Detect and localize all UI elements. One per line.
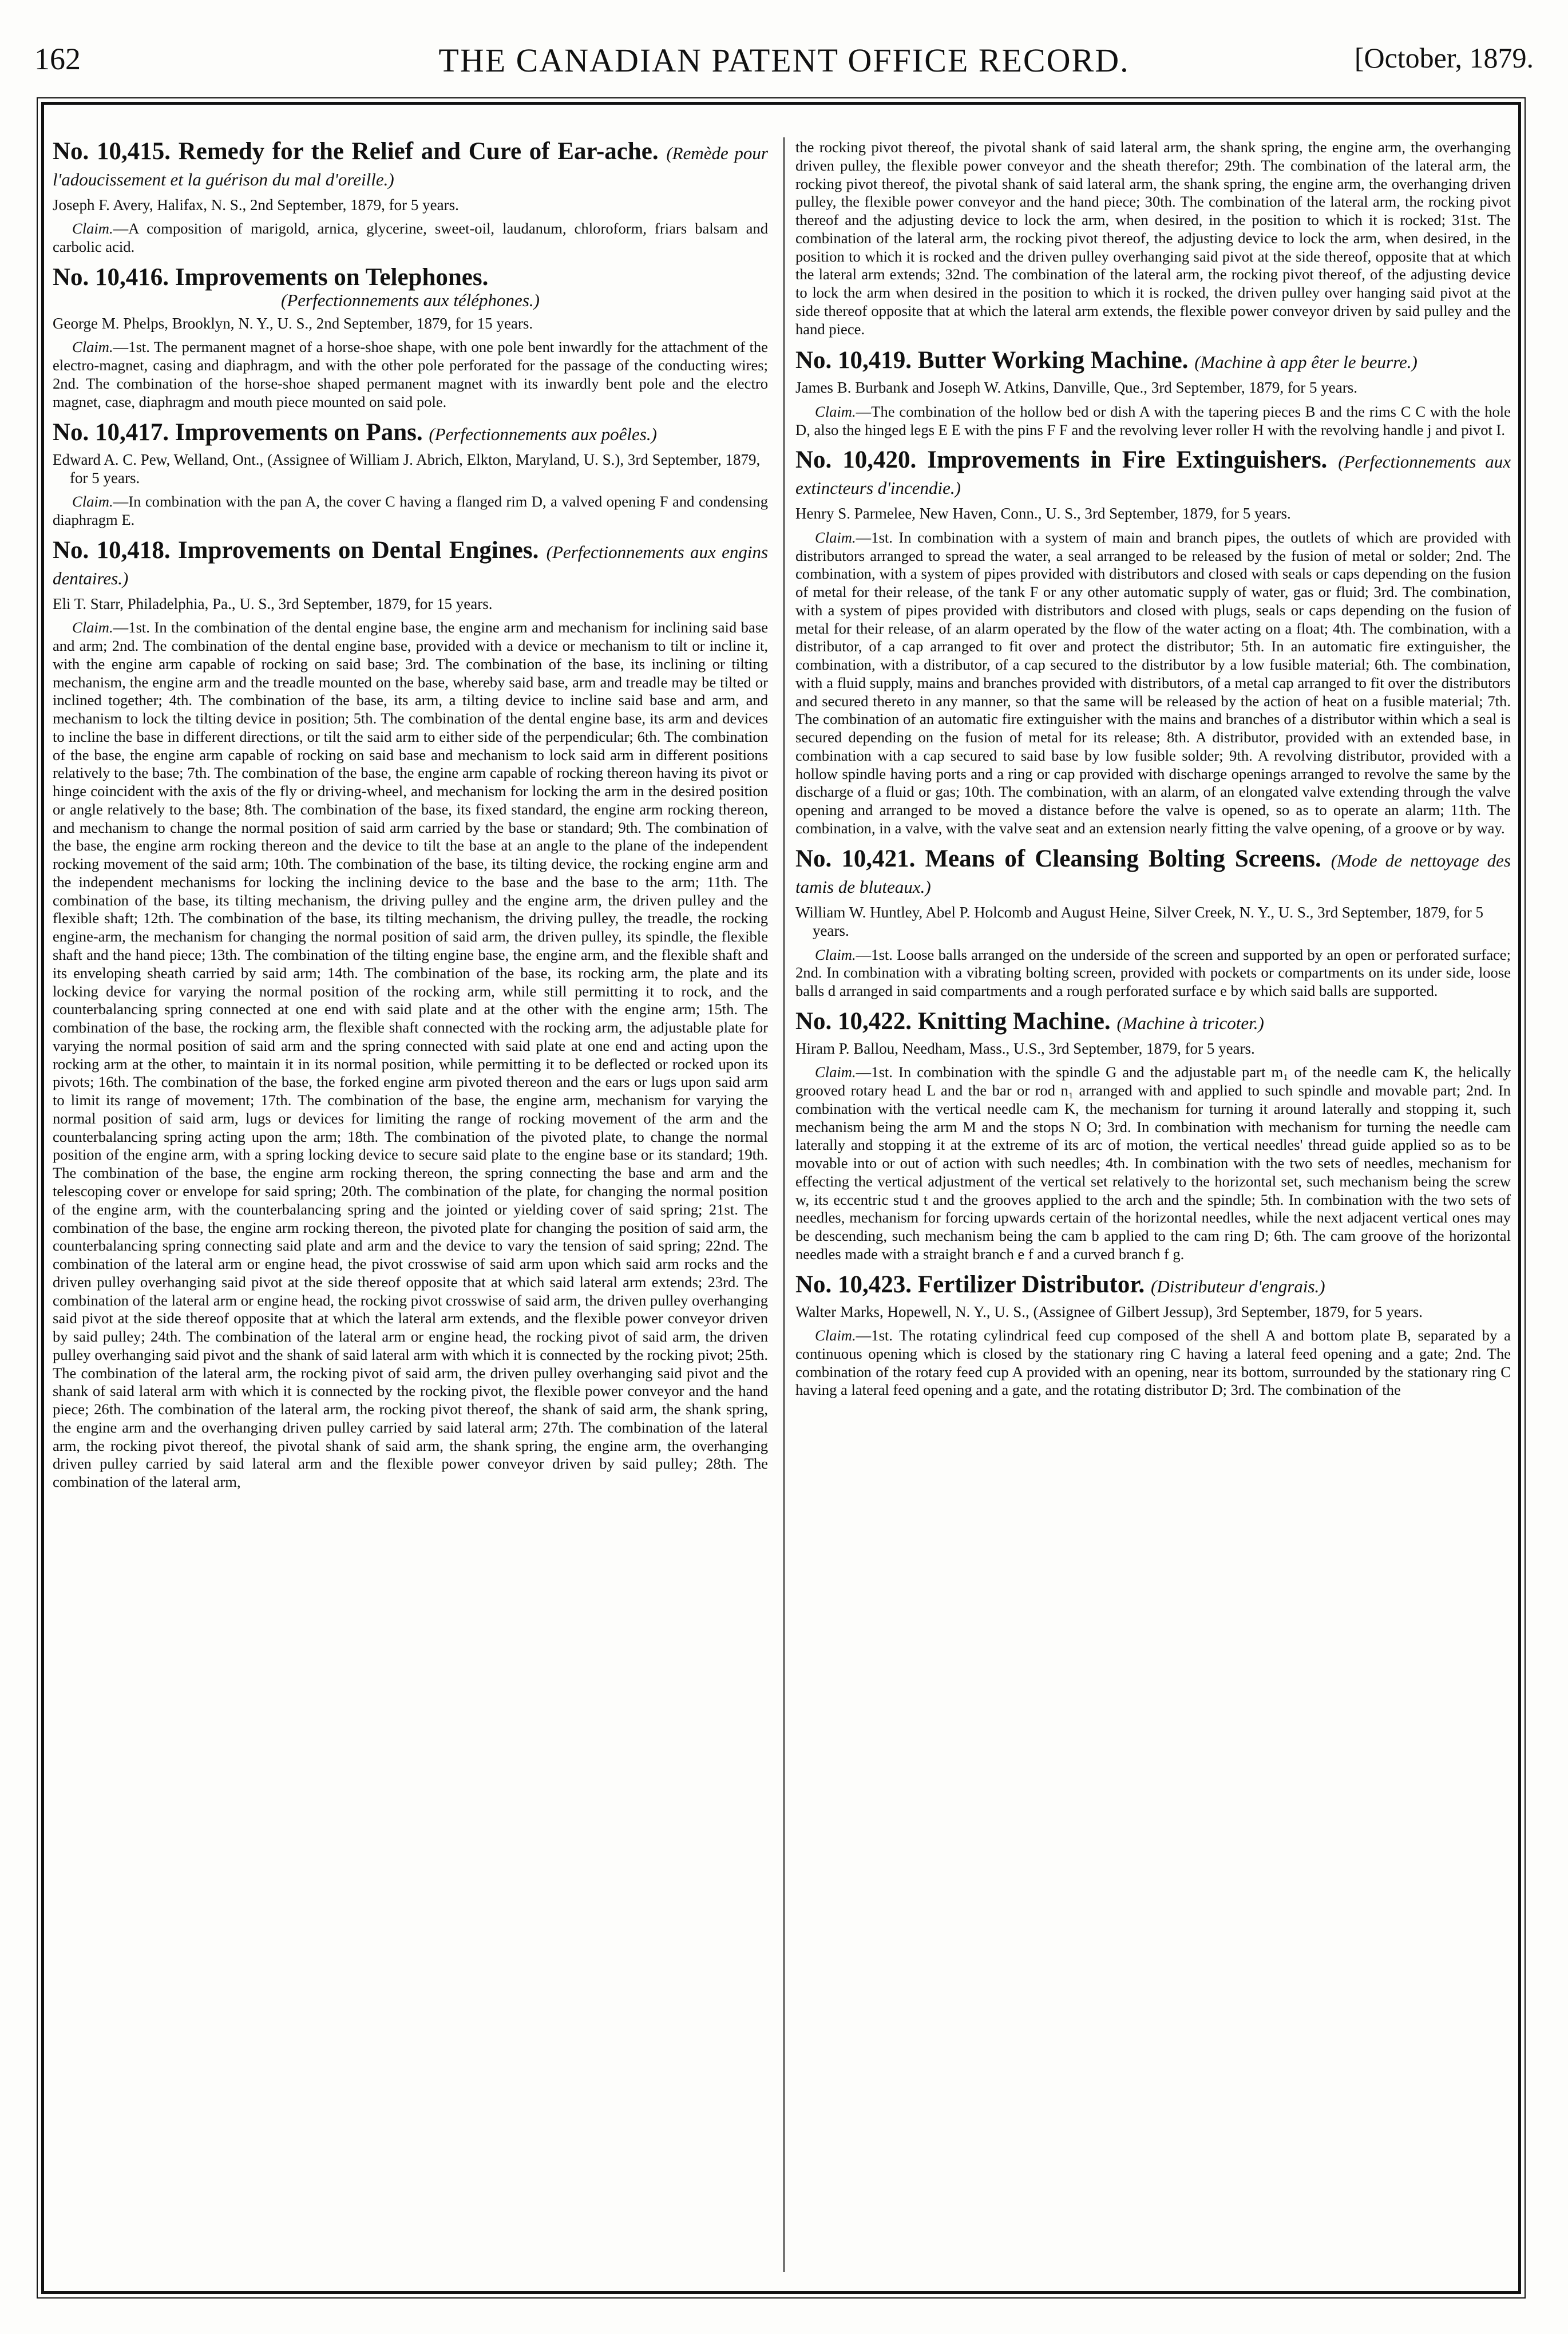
claim-text: —The combination of the hollow bed or dish A with the tapering pieces B and the rims C C with the hole D, also the hinged legs E E with the pins F F and the revolving lever roller H with the revolving handle j and pivot I.	[795, 402, 1511, 438]
patent-entry	[53, 420, 768, 529]
patent-french-title: (Distributeur d'engrais.)	[1151, 1276, 1325, 1296]
claim-label: Claim.	[815, 1063, 856, 1081]
patent-heading	[795, 1008, 1511, 1035]
claim-text: —A composition of marigold, arnica, glycerine, sweet-oil, laudanum, chloroform, friars balsam and carbolic acid.	[53, 220, 768, 256]
patent-heading	[795, 846, 1511, 899]
patent-heading	[53, 139, 768, 191]
patent-french-title: (Mode de nettoyage des tamis de bluteaux.)	[795, 850, 1511, 897]
patent-claim	[53, 493, 768, 529]
patent-heading	[795, 447, 1511, 500]
patent-entry	[53, 139, 768, 256]
patent-entry	[53, 537, 768, 1492]
patent-title: Remedy for the Relief and Cure of Ear-ache.	[178, 139, 659, 165]
patent-claim	[795, 529, 1511, 838]
patent-inventor: Eli T. Starr, Philadelphia, Pa., U. S., 3rd September, 1879, for 15 years.	[53, 595, 493, 612]
patent-title: Improvements on Telephones.	[175, 263, 489, 291]
patent-french-title: (Machine à tricoter.)	[1116, 1012, 1264, 1033]
issue-date: [October, 1879.	[1354, 42, 1534, 74]
patent-entry	[795, 846, 1511, 1000]
patent-heading	[795, 347, 1511, 374]
patent-title: Butter Working Machine.	[917, 347, 1189, 374]
patent-entry	[795, 1272, 1511, 1399]
patent-french-title: (Perfectionnements aux engins dentaires.)	[53, 541, 768, 588]
claim-text: —1st. In combination with the spindle G and the adjustable part m₁ of the needle cam K, the helically grooved rotary head L and the bar or rod n₁ arranged with and applied to such spindle and movable part; 2nd. In combination with the vertical needle cam K, the mechanism for turning it around laterally and stopping it, such mechanism being the arm M and the stops N O; 3rd. In combination with mechanism for turning the needle cam laterally and stopping it at the extreme of its arc of motion, the vertical needles' thread guide applied so as to be movable into or out of action with such needles; 4th. In combination with the two sets of needles, mechanism for effecting the vertical adjustment of the vertical set relatively to the horizontal set, such mechanism being the screw w, its eccentric stud t and the grooves applied to the arch and the spindle; 5th. In combination with the two sets of needles, mechanism for forcing upwards certain of the horizontal needles, while the next adjacent vertical ones may be descending, such mechanism being the cam b applied to the cam ring D; 6th. The cam groove of the horizontal needles made with a straight branch e f and a curved branch f g.	[795, 1063, 1511, 1263]
claim-label: Claim.	[72, 619, 113, 636]
patent-heading	[795, 1272, 1511, 1298]
patent-claim	[53, 338, 768, 411]
patent-title: Improvements in Fire Extinguishers.	[927, 446, 1328, 474]
claim-text: —1st. In the combination of the dental engine base, the engine arm and mechanism for inclining said base and arm; 2nd. The combination of the dental engine base, provided with a device or mechanism to tilt or incline it, with the engine arm capable of rocking on said base; 3rd. The combination of the base, its inclining or tilting mechanism, the engine arm and the treadle mounted on the base, whereby said base, arm and treadle may be tilted or inclined together; 4th. The combination of the base, its arm, a tilting device to incline said base and arm, and mechanism to lock the tilting device in position; 5th. The combination of the dental engine base, its arm and devices to incline the base in different directions, or tilt the said arm to either side of the perpendicular; 6th. The combination of the base, the engine arm capable of rocking on said base and mechanism to lock said arm in different positions relatively to the base; 7th. The combination of the base, the engine arm capable of rocking thereon having its pivot or hinge coincident with the axis of the fly or driving-wheel, and mechanism for locking the arm in the desired position or angle relatively to the base; 8th. The combination of the base, its fixed standard, the engine arm rocking thereon, and mechanism to change the normal position of said arm carried by the base or standard; 9th. The combination of the base, the engine arm rocking thereon and the device to tilt the base at an angle to the plane of the independent rocking movement of the said arm; 10th. The combination of the base, its tilting device, the rocking engine arm and the independent mechanisms for locking the inclining device to the base and the base to the arm; 11th. The combination of the base, its tilting mechanism, the driving pulley and the engine arm, the driven pulley and the flexible shaft; 12th. The combination of the base, its tilting mechanism, the driving pulley, the treadle, the rocking engine-arm, the mechanism for changing the normal position of said arm, the driven pulley, its spindle, the flexible shaft and the hand piece; 13th. The combination of the tilting engine base, the engine arm, and the flexible shaft and its enveloping sheath carried by said arm; 14th. The combination of the base, its rocking arm, the plate and its locking device for varying the normal position of the rocking arm, while still permitting it to rock, and the counterbalancing spring connected at one end with said plate and at the other with the engine arm; 15th. The combination of the base, the rocking arm, the flexible shaft connected with the rocking arm, the adjustable plate for varying the normal position of said arm and the spring connected with said plate at one end and acting upon the rocking arm at the other, to maintain it in its normal position, while permitting it to be deflected or rocked upon its pivots; 16th. The combination of the base, the forked engine arm pivoted thereon and the ears or lugs upon said arm to limit its range of movement; 17th. The combination of the base, the engine arm, mechanism for varying the normal position of said arm, lugs or devices for limiting the range of rocking movement of the arm and the counterbalancing spring acting upon the arm; 18th. The combination of the pivoted plate, to change the normal position of the engine arm, with a spring locking device to secure said plate to the engine base or its standard; 19th. The combination of the base, the engine arm rocking thereon, the spring connecting the base and arm and the telescoping cover or envelope for said spring; 20th. The combination of the plate, for changing the normal position of the engine arm, with the counterbalancing spring and the jointed or yielding cover of said spring; 21st. The combination of the base, the engine arm rocking thereon, the pivoted plate for changing the position of said arm, the counterbalancing spring connecting said plate and arm and the device to vary the tension of said spring; 22nd. The combination of the lateral arm or engine head, the pivot crosswise of said arm upon which said arm rocks and the driven pulley overhanging said pivot at the side thereof opposite that at which said lateral arm extends; 23rd. The combination of the lateral arm or engine head, the rocking pivot crosswise of said arm, the driven pulley overhanging said pivot at the side thereof opposite that at which the lateral arm extends, and the flexible power conveyor driven by said pulley; 24th. The combination of the lateral arm or engine head, the rocking pivot of said arm, the driven pulley overhanging said pivot and the shank of said lateral arm with which it is connected by the rocking pivot; 25th. The combination of the lateral arm, the rocking pivot of said arm, the driven pulley overhanging said pivot and the shank of said lateral arm with which it is connected by the rocking pivot, the flexible power conveyor and the hand piece; 26th. The combination of the lateral arm, the rocking pivot thereof, the shank of said arm, the shank spring, the engine arm and the overhanging driven pulley carried by said lateral arm; 27th. The combination of the lateral arm, the rocking pivot thereof, the pivotal shank of said arm, the shank spring, the engine arm, the overhanging driven pulley carried by said lateral arm and the flexible power conveyor driven by said pulley; 28th. The combination of the lateral arm,	[53, 619, 768, 1491]
patent-heading	[53, 537, 768, 590]
claim-label: Claim.	[72, 338, 113, 356]
running-head	[34, 33, 1534, 85]
patent-title: Improvements on Pans.	[175, 418, 423, 446]
patent-title: Fertilizer Distributor.	[917, 1271, 1145, 1298]
patent-inventor: Edward A. C. Pew, Welland, Ont., (Assignee of William J. Abrich, Elkton, Maryland, U. S.), 3rd September, 1879, for 5 years.	[53, 450, 761, 486]
patent-french-title: (Perfectionnements aux extincteurs d'incendie.)	[795, 452, 1511, 499]
claim-label: Claim.	[72, 493, 113, 511]
claim-label: Claim.	[72, 220, 113, 238]
patent-entry	[53, 264, 768, 412]
patent-number: No. 10,417.	[53, 418, 169, 446]
patent-claim	[795, 1063, 1511, 1263]
patent-claim	[53, 220, 768, 256]
patent-inventor: William W. Huntley, Abel P. Holcomb and August Heine, Silver Creek, N. Y., U. S., 3rd September, 1879, for 5 years.	[795, 903, 1483, 940]
patent-entry	[795, 1008, 1511, 1264]
claim-label: Claim.	[815, 528, 856, 546]
patent-french-title: (Machine à app êter le beurre.)	[1194, 352, 1417, 373]
patent-number: No. 10,421.	[795, 845, 916, 872]
patent-number: No. 10,419.	[795, 347, 912, 374]
claim-text: —1st. In combination with a system of main and branch pipes, the outlets of which are provided with distributors arranged to spread the water, a seal arranged to be released by the fusion of metal or solder; 2nd. The combination, with a system of pipes provided with distributors and closed with seals or caps depending on the fusion of metal for their release, of the tank F or any other automatic supply of water, gas or fluid; 3rd. The combination, with a system of pipes provided with distributors and closed with plugs, seals or caps depending on the fusion of metal for their release, of an alarm operated by the flow of the water acting on a float; 4th. The combination, with a distributor, of a cap arranged to fit over and protect the distributor; 5th. In an automatic fire extinguisher, the combination, with a distributor, of a cap secured to the distributor by a low fusible material; 6th. The combination, with a fluid supply, mains and branches provided with distributors, of a metal cap arranged to fit over the distributors and secured thereto in any manner, so that the same will be released by the action of heat on a fusible material; 7th. The combination of an automatic fire extinguisher with the mains and branches of a distributor within which a seal is secured depending on the fusion of metal for its release; 8th. A distributor, provided with an extended base, in combination with a cap secured to said base by low fusible solder; 9th. A revolving distributor, provided with a hollow spindle having ports and a ring or cap provided with discharge openings arranged to revolve the same by the discharge of a fluid or gas; 10th. The combination, with an alarm, of an elongated valve extending through the valve opening and arranged to be moved a distance before the valve is opened, so as to operate an alarm; 11th. The combination, in a valve, with the valve seat and an extension nearly fitting the valve opening, of a groove or by way.	[795, 528, 1511, 837]
claim-text: —In combination with the pan A, the cover C having a flanged rim D, a valved opening F and condensing diaphragm E.	[53, 493, 768, 529]
patent-title: Improvements on Dental Engines.	[177, 536, 539, 564]
patent-inventor: Hiram P. Ballou, Needham, Mass., U.S., 3rd September, 1879, for 5 years.	[795, 1039, 1255, 1057]
patent-inventor: George M. Phelps, Brooklyn, N. Y., U. S., 2nd September, 1879, for 15 years.	[53, 315, 533, 333]
patent-inventor: James B. Burbank and Joseph W. Atkins, Danville, Que., 3rd September, 1879, for 5 years.	[795, 379, 1358, 397]
patent-title: Means of Cleansing Bolting Screens.	[925, 845, 1321, 872]
patent-number: No. 10,420.	[795, 446, 917, 474]
claim-label: Claim.	[815, 946, 856, 963]
claim-text: —1st. The permanent magnet of a horse-shoe shape, with one pole bent inwardly for the attachment of the electro-magnet, casing and diaphragm, and with the other pole perforated for the passage of the conducting wires; 2nd. The combination of the horse-shoe shaped permanent magnet with its inwardly bent pole and the electro magnet, case, diaphragm and mouth piece mounted on said pole.	[53, 338, 768, 410]
patent-claim	[795, 403, 1511, 440]
patent-heading	[53, 264, 768, 310]
column-rule	[783, 137, 785, 2272]
patent-inventor: Henry S. Parmelee, New Haven, Conn., U. S., 3rd September, 1879, for 5 years.	[795, 505, 1291, 523]
patent-entry	[795, 447, 1511, 837]
patent-number: No. 10,416.	[53, 263, 169, 291]
claim-continuation: the rocking pivot thereof, the pivotal shank of said lateral arm, the shank spring, the engine arm, the overhanging driven pulley, the flexible power conveyor and the sheath therefor; 29th. The combination of the lateral arm, the rocking pivot thereof, the pivotal shank of said lateral arm, the shank spring, the engine arm, the overhanging driven pulley, the flexible power conveyor and the hand piece; 30th. The combination of the lateral arm, the rocking pivot thereof and the adjusting device to lock the arm, when desired, in the position to which it is rocked; 31st. The combination of the lateral arm, the rocking pivot thereof, the adjusting device to lock the arm, when desired, in the position to which it is rocked and the driven pulley overhanging said pivot at the side thereof, opposite that at which the lateral arm extends; 32nd. The combination of the lateral arm, the rocking pivot thereof, of the adjusting device to lock the arm when desired in the position to which it is rocked, the driven pulley over hanging said pivot at the side thereof opposite that at which the lateral arm extends, the flexible power conveyor driven by said pulley and the hand piece.	[795, 139, 1511, 338]
patent-number: No. 10,418.	[53, 536, 171, 564]
publication-title: THE CANADIAN PATENT OFFICE RECORD.	[438, 42, 1130, 79]
right-column	[795, 139, 1511, 2268]
patent-number: No. 10,422.	[795, 1007, 912, 1035]
patent-number: No. 10,423.	[795, 1271, 912, 1298]
patent-claim	[53, 619, 768, 1492]
patent-claim	[795, 1327, 1511, 1399]
patent-french-title: (Perfectionnements aux poêles.)	[429, 424, 657, 444]
left-column	[53, 139, 768, 2268]
patent-inventor: Joseph F. Avery, Halifax, N. S., 2nd September, 1879, for 5 years.	[53, 196, 459, 213]
patent-french-title: (Remède pour l'adoucissement et la guérison du mal d'oreille.)	[53, 143, 768, 189]
claim-text: —1st. Loose balls arranged on the underside of the screen and supported by an open or perforated surface; 2nd. In combination with a vibrating bolting screen, provided with pockets or compartments on its under side, loose balls d arranged in said compartments and a rough perforated surface e by which said balls are supported.	[795, 946, 1511, 1000]
page-number: 162	[34, 42, 81, 76]
patent-french-title: (Perfectionnements aux téléphones.)	[281, 290, 540, 310]
claim-text: —1st. The rotating cylindrical feed cup composed of the shell A and bottom plate B, separated by a continuous opening which is closed by the stationary ring C having a lateral feed opening and a gate; 2nd. The combination of the rotary feed cup A provided with an opening, near its bottom, surrounded by the stationary ring C having a lateral feed opening and a gate, and the rotating distributor D; 3rd. The combination of the	[795, 1327, 1511, 1399]
patent-inventor: Walter Marks, Hopewell, N. Y., U. S., (Assignee of Gilbert Jessup), 3rd September, 1879, for 5 years.	[795, 1303, 1423, 1320]
patent-number: No. 10,415.	[53, 139, 171, 165]
claim-label: Claim.	[815, 1327, 856, 1344]
patent-claim	[795, 946, 1511, 1000]
patent-title: Knitting Machine.	[917, 1007, 1111, 1035]
patent-heading	[53, 420, 768, 446]
claim-label: Claim.	[815, 402, 856, 420]
patent-entry	[795, 347, 1511, 439]
